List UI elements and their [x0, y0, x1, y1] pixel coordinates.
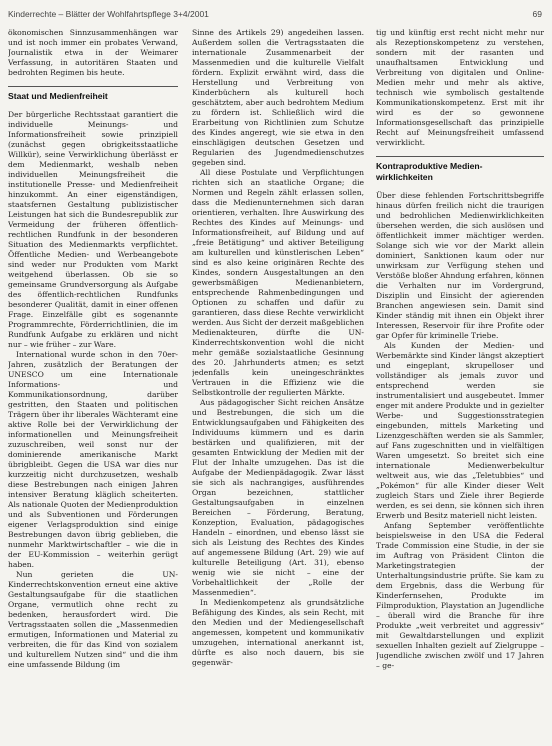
section-heading-kontraproduktive-medienwirklichkeiten: [376, 161, 544, 183]
section-heading-block: [376, 156, 544, 183]
journal-title: Kinderrechte – Blätter der Wohlfahrtspflege 3+4/2001: [8, 9, 209, 19]
column-1-intro: ökonomischen Sinnzusammenhängen war und ist noch immer ein probates Verwand, Journalistik etwa in der Weimarer Verfassung, in autoritären Staaten und bedrohten Regimen bis heute.: [8, 28, 178, 77]
running-header: [8, 7, 542, 21]
section-heading-line-1: Kontraproduktive Medien-: [376, 161, 483, 171]
section-heading-line-2: wirklichkeiten: [376, 172, 433, 182]
column-2-paragraph-3: Aus pädagogischer Sicht reichen Ansätze und Bestrebungen, die sich um die Entwicklungsaufgaben und Fähigkeiten des Individuums kümmern und es darin bestärken und qualifizieren, mit der gesamten Entwicklung der Medien mit der Flut der Inhalte umzugehen. Das ist die Aufgabe der Medienpädagogik. Zwar lässt sie sich als nachrangiges, ausführendes Organ bezeichnen, stattlicher Gestaltungsaufgaben in einzelnen Bereichen – Förderung, Beratung, Konzeption, Evaluation, pädagogisches Handeln – einordnen, und ebenso lässt sie sich als Leistung des Rechtes des Kindes auf angemessene Bildung (Art. 29) wie auf kulturelle Beteiligung (Art. 31), ebenso wenig wie sie nicht – eine der Vorbehaltlichkeit der „Rolle der Massenmedien“.: [192, 398, 364, 597]
section-heading-staat-und-medienfreiheit: Staat und Medienfreiheit: [8, 91, 108, 101]
section-heading-block: [8, 86, 178, 102]
column-3-paragraph-1: Über diese fehlenden Fortschrittsbegriffe hinaus dürfen freilich nicht die traurigen und bedrohlichen Medienwirklichkeiten übersehen werden, die sich auslösen und öffentlichkeit immer mächtiger werden. Solange sich wie vor der Markt allein dominiert, Sanktionen kaum oder nur unwirksam zur Verfügung stehen und Verstöße bloßer Ahndung erfahren, können die Verhalten nur im Vordergrund, Disziplin und Einsicht der agierenden Branchen angewiesen sein. Damit sind Kinder ständig mit ihnen ein Objekt ihrer Interessen, Reservoir für ihre Profite oder gar Opfer für kriminelle Triebe.: [376, 191, 544, 340]
column-3: [376, 28, 544, 738]
page-number: 69: [532, 9, 542, 19]
column-2: [192, 28, 364, 738]
column-3-paragraph-3: Anfang September veröffentlichte beispielsweise in den USA die Federal Trade Commission eine Studie, in der sie im Auftrag von Präsident Clinton die Marketingstrategien der Unterhaltungsindustrie prüfte. Sie kam zu dem Ergebnis, dass die Werbung für Kinderfernsehen, Produkte im Filmproduktion, Playstation an Jugendliche – überall wird die Branche für ihre Produkte „weit verbreitet und aggressiv“ mit Gewaltdarstellungen und explizit sexuellen Inhalten gezielt auf Zielgruppe – Jugendliche zwischen zwölf und 17 Jahren – ge-: [376, 521, 544, 670]
section-rule: [376, 156, 544, 157]
column-2-paragraph-1: Sinne des Artikels 29) angedeihen lassen. Außerdem sollen die Vertragsstaaten die internationale Zusammenarbeit der Massenmedien und die kulturelle Vielfalt fördern. Explizit erwähnt wird, dass die Herstellung und Verbreitung von Kinderbüchern als kulturell hoch geschätztem, aber auch bedrohtem Medium zu fördern ist. Schließlich wird die Erarbeitung von Richtlinien zum Schutze des Kindes angeregt, wie sie etwa in den einschlägigen deutschen Gesetzen und Regularien des Jugendmedienschutzes gegeben sind.: [192, 28, 364, 167]
column-1-paragraph-2: International wurde schon in den 70er-Jahren, zusätzlich der Beratungen der UNESCO um eine Internationale Informations- und Kommunikationsordnung, darüber gestritten, den Staaten und politischen Trägern über ihr liberales Wächteramt eine aktive Rolle bei der Verwirklichung der informationellen und Meinungsfreiheit zuzuschreiben, weil sonst nur der dominierende amerikanische Markt übrigbleibt. Gegen die USA war dies nur kurzzeitig nicht durchzusetzen, weshalb diese Bestrebungen nach einigen Jahren intensiver Beratung kläglich scheiterten. Als nationale Quoten der Medienproduktion und als Subventionen und Förderungen eigener Verlagsproduktion sind einige Bestrebungen davon übrig geblieben, die nunmehr Marktwirtschaftler – wie die in der EU-Kommission – weiterhin gerügt haben.: [8, 350, 178, 569]
column-1-paragraph-1: Der bürgerliche Rechtsstaat garantiert die individuelle Meinungs- und Informationsfreiheit sowie prinzipiell (zunächst gegen obrigkeitsstaatliche Willkür), seine Verwirklichung überlässt er dem Medienmarkt, weshalb neben individuellen Meinungsfreiheit die institutionelle Presse- und Medienfreiheit hinzukommt. An einer eigenständigen, staatsfernen Gestaltung publizistischer Leistungen hat sich die Bundesrepublik zur Vermeidung der früheren öffentlich-rechtlichen Rundfunk in der besonderen Situation des Medienmarkts verpflichtet. Öffentliche Medien- und Werbeangebote sind weder nur Produkten vom Markt weitgehend überlassen. Ob sie so gemeinsame Grundversorgung als Aufgabe des öffentlich-rechtlichen Rundfunks besonderer Qualität, damit in einer offenen Frage. Einzelfälle gibt es sogenannte Programmrechte, Förderrichtlinien, die im Rundfunk Aufgabe zu erklären und nicht nur – wie früher – zur Ware.: [8, 110, 178, 349]
column-3-intro: tig und künftig erst recht nicht mehr nur als Rezeptionskompetenz zu verstehen, sondern mit der rasanten und unaufhaltsamen Entwicklung und Verbreitung von digitalen und Online-Medien mehr und mehr als aktive, technisch wie symbolisch gestaltende Kommunikationskompetenz. Erst mit ihr wird es der so gewonnene Informationsgesellschaft das prinzipielle Recht auf Meinungsfreiheit umfassend verwirklicht.: [376, 28, 544, 147]
column-2-paragraph-2: All diese Postulate und Verpflichtungen richten sich an staatliche Organe; die Normen und Regeln zählt erlassen sollen, dass die Medienunternehmen sich daran orientieren, verhalten. Ihre Auswirkung des Rechtes des Kindes auf Meinungs- und Informationsfreiheit, auf Bildung und auf „freie Betätigung“ und aktiver Beteiligung am kulturellen und künstlerischen Leben“ sind es also keine originären Rechte des Kindes, sondern Ausgestaltungen an den gewerbsmäßigen Medienanbietern, entsprechende Rahmenbedingungen und Optionen zu schaffen und dafür zu garantieren, dass diese Rechte verwirklicht werden. Aus Sicht der derzeit maßgeblichen Medienakteuren, dürfte die UN-Kinderrechtskonvention wohl die nicht mehr gemäße sozialstaatliche Gesinnung des 20. Jahrhunderts atmen; es setzt jedenfalls kein uneingeschränktes Vertrauen in die Effizienz wie die Selbstkontrolle der regulierten Märkte.: [192, 168, 364, 397]
column-1: [8, 28, 178, 738]
column-2-paragraph-4: In Medienkompetenz als grundsätzliche Befähigung des Kindes, als sein Recht, mit den Medien und der Mediengesellschaft angemessen, kompetent und kommunikativ umzugehen, international anerkannt ist, dürfte es also noch dauern, bis sie gegenwär-: [192, 598, 364, 667]
column-3-paragraph-2: Als Kunden der Medien- und Werbemärkte sind Kinder längst akzeptiert und eingeplant, skrupelloser und vollständiger als jemals zuvor und entsprechend werden sie instrumentalisiert und ausgebeutet. Immer enger mit andere Produkte und in gezielter Werbe- und Suggestionsstrategien eingebunden, mittels Marketing und Lizenzgeschäften werden sie als Sammler, auf Fans zugeschnitten und in vielfältigen Waren umgesetzt. So breitet sich eine internationale Medienwerbekultur weltweit aus, wie das „Teletubbies“ und „Pokémon“ für alle Kinder dieser Welt zugleich Stars und Ziele ihrer Begierde werden, es sei denn, sie können sich ihren Erwerb und Besitz materiell nicht leisten.: [376, 341, 544, 520]
column-1-paragraph-3: Nun gerieten die UN-Kinderrechtskonvention erneut eine aktive Gestaltungsaufgabe für die staatlichen Organe, vermutlich ohne recht zu bedenken, herausfordert wird. Die Vertragsstaaten sollen die „Massenmedien ermutigen, Informationen und Material zu verbreiten, die für das Kind von sozialem und kulturellem Nutzen sind“ und die ihm eine umfassende Bildung (im: [8, 570, 178, 669]
section-rule: [8, 86, 178, 87]
